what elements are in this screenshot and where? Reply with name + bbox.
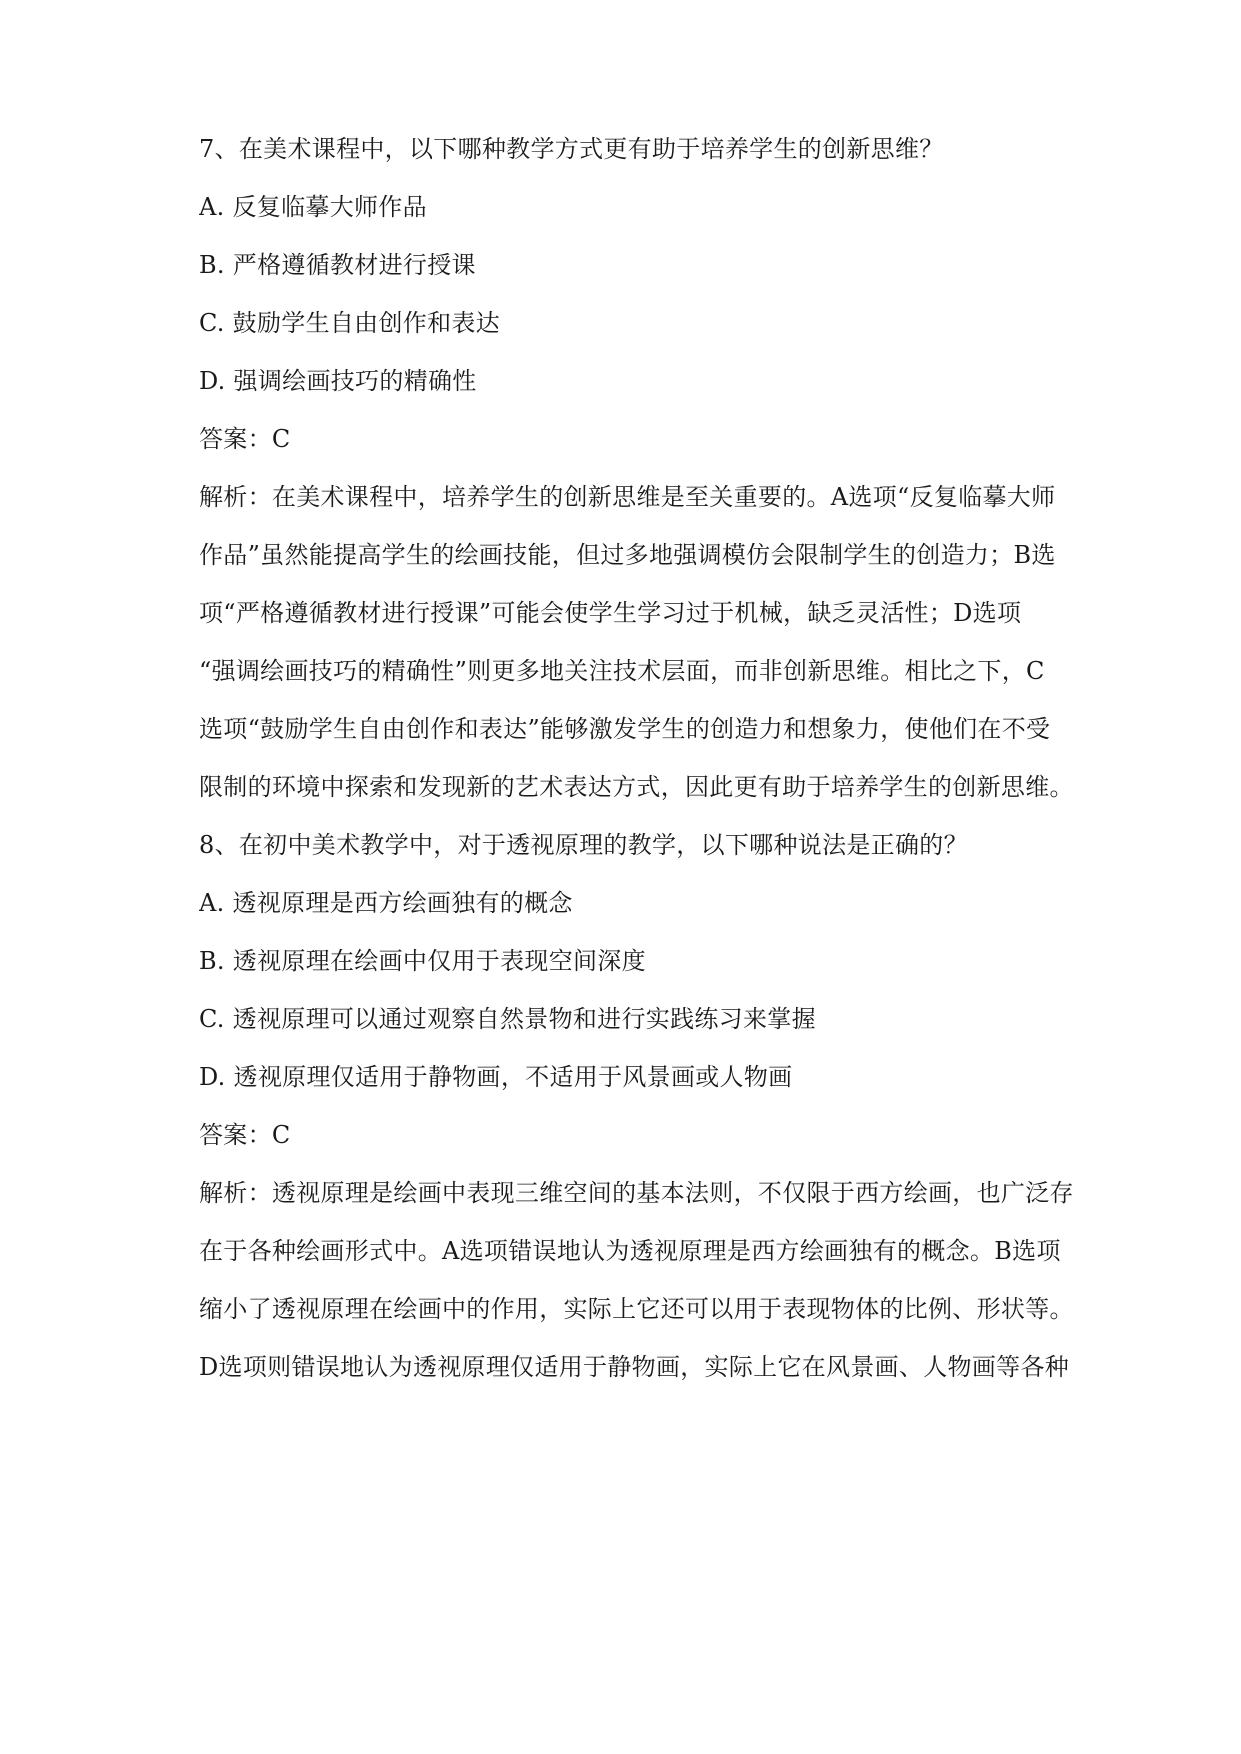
q7-answer: 答案：C: [199, 425, 291, 453]
q8-analysis-line: 解析：透视原理是绘画中表现三维空间的基本法则，不仅限于西方绘画，也广泛存: [199, 1179, 1074, 1207]
q8-option-d: D. 透视原理仅适用于静物画，不适用于风景画或人物画: [199, 1063, 793, 1091]
q8-analysis-line: D选项则错误地认为透视原理仅适用于静物画，实际上它在风景画、人物画等各种: [199, 1353, 1070, 1381]
question-8: 8、在初中美术教学中，对于透视原理的教学，以下哪种说法是正确的？: [199, 831, 968, 859]
q8-analysis-line: 缩小了透视原理在绘画中的作用，实际上它还可以用于表现物体的比例、形状等。: [199, 1295, 1074, 1323]
q7-option-d: D. 强调绘画技巧的精确性: [199, 367, 477, 395]
q7-analysis-line: “强调绘画技巧的精确性”则更多地关注技术层面，而非创新思维。相比之下，C: [199, 657, 1045, 685]
q7-option-c: C. 鼓励学生自由创作和表达: [199, 309, 500, 337]
q7-analysis-line: 选项“鼓励学生自由创作和表达”能够激发学生的创造力和想象力，使他们在不受: [199, 715, 1051, 743]
q8-option-a: A. 透视原理是西方绘画独有的概念: [199, 889, 573, 917]
q7-option-b: B. 严格遵循教材进行授课: [199, 251, 476, 279]
q8-option-b: B. 透视原理在绘画中仅用于表现空间深度: [199, 947, 646, 975]
q7-analysis-line: 作品”虽然能提高学生的绘画技能，但过多地强调模仿会限制学生的创造力；B选: [199, 541, 1056, 569]
q7-option-a: A. 反复临摹大师作品: [199, 193, 427, 221]
q8-option-c: C. 透视原理可以通过观察自然景物和进行实践练习来掌握: [199, 1005, 816, 1033]
question-7: 7、在美术课程中，以下哪种教学方式更有助于培养学生的创新思维？: [199, 135, 944, 163]
q7-analysis-line: 项“严格遵循教材进行授课”可能会使学生学习过于机械，缺乏灵活性；D选项: [199, 599, 1022, 627]
q7-analysis-line: 解析：在美术课程中，培养学生的创新思维是至关重要的。A选项“反复临摹大师: [199, 483, 1056, 511]
q8-answer: 答案：C: [199, 1121, 291, 1149]
q7-analysis-line: 限制的环境中探索和发现新的艺术表达方式，因此更有助于培养学生的创新思维。: [199, 773, 1074, 801]
q8-analysis-line: 在于各种绘画形式中。A选项错误地认为透视原理是西方绘画独有的概念。B选项: [199, 1237, 1061, 1265]
